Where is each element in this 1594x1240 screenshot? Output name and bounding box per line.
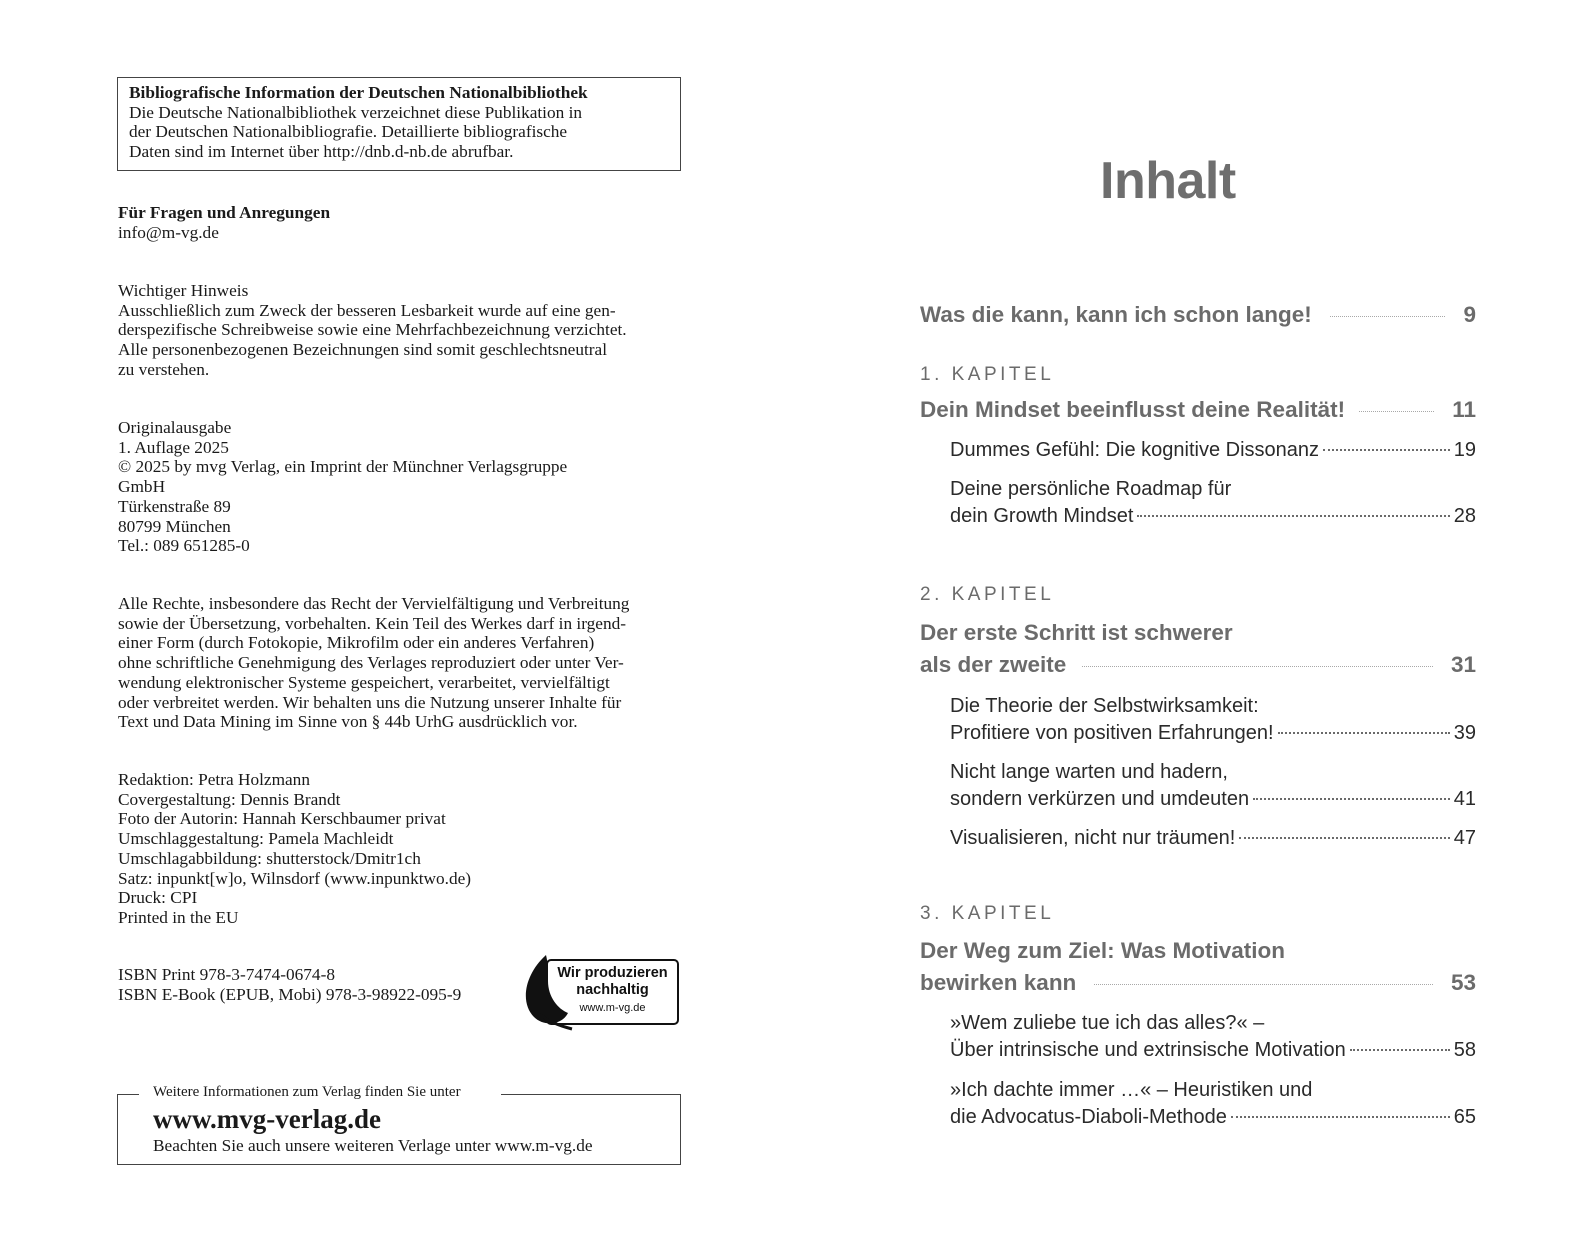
chapter-1-entry[interactable]	[920, 397, 1476, 423]
chapter-1-page: 11	[1452, 397, 1476, 422]
toc-leader-dots	[1231, 1116, 1450, 1118]
bibliographic-line: der Deutschen Nationalbibliografie. Detaillierte bibliografische	[129, 122, 568, 142]
credit-line: Redaktion: Petra Holzmann	[118, 770, 310, 789]
section-page: 65	[1453, 1106, 1476, 1128]
section-title-line[interactable]: »Ich dachte immer …« – Heuristiken und	[950, 1079, 1313, 1101]
edition-line: Tel.: 089 651285-0	[118, 536, 250, 556]
edition-line: © 2025 by mvg Verlag, ein Imprint der Münchner Verlagsgruppe	[118, 457, 568, 477]
section-page: 28	[1453, 505, 1476, 527]
toc-section-entry[interactable]	[950, 505, 1476, 528]
rights-line: einer Form (durch Fotokopie, Mikrofilm oder ein anderes Verfahren)	[118, 633, 595, 653]
chapter-3-title: bewirken kann	[920, 970, 1077, 995]
toc-section-entry[interactable]	[950, 788, 1476, 811]
section-title: sondern verkürzen und umdeuten	[950, 788, 1250, 810]
notice-line: Ausschließlich zum Zweck der besseren Lesbarkeit wurde auf eine gen-	[118, 300, 616, 320]
chapter-1-title: Dein Mindset beeinflusst deine Realität!	[920, 397, 1346, 422]
badge-line-2: nachhaltig	[576, 982, 649, 998]
section-title: Profitiere von positiven Erfahrungen!	[950, 722, 1274, 744]
rights-line: ohne schriftliche Genehmigung des Verlages reproduziert oder unter Ver-	[118, 653, 624, 673]
section-page: 19	[1453, 439, 1476, 461]
credits-block	[118, 770, 471, 928]
toc-leader-dots	[1239, 837, 1449, 839]
credit-line: Foto der Autorin: Hannah Kerschbaumer privat	[118, 809, 446, 829]
isbn-print: ISBN Print 978-3-7474-0674-8	[118, 965, 335, 984]
rights-line: oder verbreitet werden. Wir behalten uns die Nutzung unserer Inhalte für	[118, 692, 622, 712]
toc-section-entry[interactable]	[950, 1039, 1476, 1062]
section-title: Dummes Gefühl: Die kognitive Dissonanz	[950, 439, 1320, 461]
credit-line: Umschlaggestaltung: Pamela Machleidt	[118, 829, 394, 849]
contact-email[interactable]: info@m-vg.de	[118, 222, 219, 242]
contact-heading: Für Fragen und Anregungen	[118, 203, 331, 222]
badge-line-1: Wir produzieren	[557, 965, 668, 981]
section-title: dein Growth Mindset	[950, 505, 1134, 527]
toc-leader-dots	[1253, 798, 1450, 800]
toc-intro-entry[interactable]	[920, 302, 1476, 328]
toc-leader-dots	[1330, 316, 1446, 317]
chapter-3-title-line[interactable]: Der Weg zum Ziel: Was Motivation	[920, 938, 1286, 963]
chapter-2-title: als der zweite	[920, 652, 1067, 677]
toc-intro-title: Was die kann, kann ich schon lange!	[920, 302, 1312, 327]
rights-line: Alle Rechte, insbesondere das Recht der Vervielfältigung und Verbreitung	[118, 594, 630, 613]
edition-line: Originalausgabe	[118, 418, 232, 437]
notice-line: zu verstehen.	[118, 359, 210, 379]
credit-line: Covergestaltung: Dennis Brandt	[118, 789, 341, 809]
chapter-2-page: 31	[1450, 652, 1476, 677]
chapter-1-label: 1. KAPITEL	[920, 364, 1055, 385]
toc-section-entry[interactable]	[950, 827, 1476, 850]
section-page: 58	[1453, 1039, 1476, 1061]
edition-line: 80799 München	[118, 516, 231, 536]
contact-block	[118, 203, 330, 242]
credit-line: Umschlagabbildung: shutterstock/Dmitr1ch	[118, 848, 421, 868]
toc-title: Inhalt	[1100, 152, 1236, 210]
section-title-line[interactable]: Die Theorie der Selbstwirksamkeit:	[950, 695, 1259, 717]
chapter-2-entry[interactable]	[920, 652, 1476, 678]
chapter-2-label: 2. KAPITEL	[920, 584, 1055, 605]
notice-line: derspezifische Schreibweise sowie eine Mehrfachbezeichnung verzichtet.	[118, 320, 627, 340]
edition-line: Türkenstraße 89	[118, 496, 231, 516]
credit-line: Printed in the EU	[118, 907, 239, 927]
section-title: Visualisieren, nicht nur träumen!	[950, 827, 1236, 849]
section-title-line[interactable]: Deine persönliche Roadmap für	[950, 478, 1232, 500]
chapter-2-title-line[interactable]: Der erste Schritt ist schwerer	[920, 620, 1233, 645]
bibliographic-line: Daten sind im Internet über http://dnb.d-nb.de abrufbar.	[129, 142, 514, 162]
toc-leader-dots	[1082, 666, 1433, 667]
section-page: 39	[1453, 722, 1476, 744]
chapter-3-label: 3. KAPITEL	[920, 903, 1055, 924]
isbn-block	[118, 965, 461, 1004]
isbn-ebook: ISBN E-Book (EPUB, Mobi) 978-3-98922-095-9	[118, 984, 462, 1004]
toc-section-entry[interactable]	[950, 1106, 1476, 1129]
chapter-3-page: 53	[1450, 970, 1476, 995]
notice-block	[118, 281, 627, 380]
publisher-info-box	[117, 1084, 681, 1165]
section-page: 47	[1453, 827, 1476, 849]
toc-leader-dots	[1323, 449, 1450, 451]
rights-line: sowie der Übersetzung, vorbehalten. Kein Teil des Werkes darf in irgend-	[118, 613, 626, 633]
credit-line: Druck: CPI	[118, 888, 198, 908]
toc-leader-dots	[1359, 411, 1434, 412]
badge-url: www.m-vg.de	[579, 1002, 646, 1014]
toc-leader-dots	[1094, 984, 1433, 985]
edition-line: 1. Auflage 2025	[118, 437, 229, 457]
section-page: 41	[1453, 788, 1476, 810]
bibliographic-heading: Bibliografische Information der Deutschen Nationalbibliothek	[129, 83, 588, 102]
publisher-more: Beachten Sie auch unsere weiteren Verlage unter www.m-vg.de	[153, 1136, 593, 1155]
badge-text	[550, 965, 675, 1015]
edition-block	[118, 418, 567, 556]
rights-block	[118, 594, 629, 732]
toc-leader-dots	[1350, 1049, 1450, 1051]
notice-line: Alle personenbezogenen Bezeichnungen sind somit geschlechtsneutral	[118, 340, 607, 360]
rights-line: Text und Data Mining im Sinne von § 44b UrhG ausdrücklich vor.	[118, 712, 578, 732]
box-border-top-right	[501, 1094, 681, 1095]
toc-intro-page: 9	[1463, 302, 1476, 327]
credit-line: Satz: inpunkt[w]o, Wilnsdorf (www.inpunktwo.de)	[118, 868, 472, 888]
toc-section-entry[interactable]	[950, 722, 1476, 745]
edition-line: GmbH	[118, 477, 166, 497]
publisher-url[interactable]: www.mvg-verlag.de	[153, 1104, 381, 1134]
section-title: Über intrinsische und extrinsische Motivation	[950, 1039, 1346, 1061]
toc-leader-dots	[1278, 732, 1450, 734]
bibliographic-info-box	[117, 77, 681, 171]
chapter-3-entry[interactable]	[920, 970, 1476, 996]
section-title-line[interactable]: Nicht lange warten und hadern,	[950, 761, 1228, 783]
section-title-line[interactable]: »Wem zuliebe tue ich das alles?« –	[950, 1012, 1265, 1034]
notice-heading: Wichtiger Hinweis	[118, 281, 249, 300]
bibliographic-line: Die Deutsche Nationalbibliothek verzeichnet diese Publikation in	[129, 102, 583, 122]
toc-leader-dots	[1137, 515, 1449, 517]
sustainability-badge	[518, 951, 682, 1027]
section-title: die Advocatus-Diaboli-Methode	[950, 1106, 1227, 1128]
rights-line: wendung elektronischer Systeme gespeichert, verarbeitet, vervielfältigt	[118, 672, 610, 692]
publisher-caption: Weitere Informationen zum Verlag finden Sie unter	[153, 1084, 461, 1100]
box-border-top-left	[117, 1094, 139, 1095]
toc-section-entry[interactable]	[950, 439, 1476, 462]
